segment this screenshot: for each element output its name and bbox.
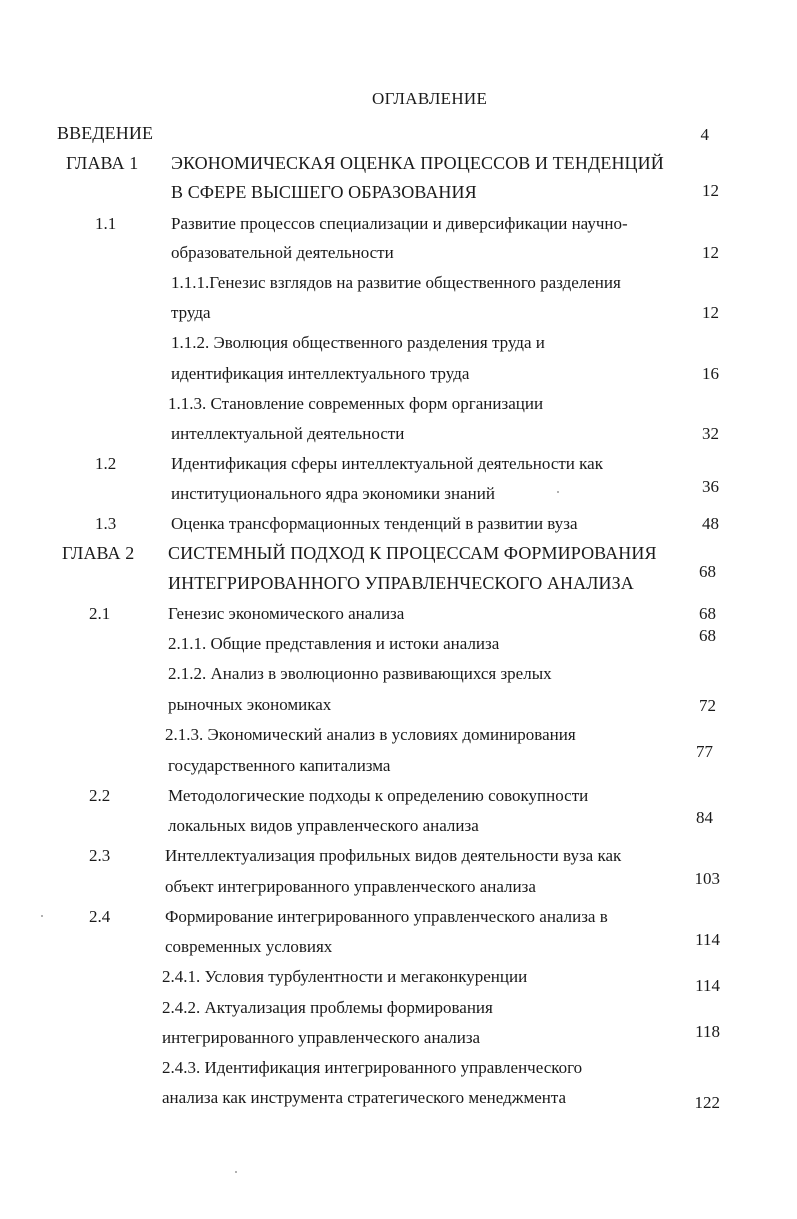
section-2-1-page: 68 [699,604,716,623]
subsection-1-1-1-title-line-1: 1.1.1.Генезис взглядов на развитие общественного разделения [171,273,621,292]
subsection-2-4-3-title-line-1: 2.4.3. Идентификация интегрированного управленческого [162,1058,583,1077]
subsection-2-1-1-page: 68 [699,626,716,645]
subsection-1-1-1-page: 12 [702,303,719,322]
subsection-2-4-2-page: 118 [695,1022,720,1041]
chapter-2-title-line-2: ИНТЕГРИРОВАННОГО УПРАВЛЕНЧЕСКОГО АНАЛИЗА [168,573,634,593]
section-2-4-title-line-2: современных условиях [165,937,333,956]
section-2-3-title-line-2: объект интегрированного управленческого анализа [165,877,536,896]
subsection-1-1-3-title-line-1: 1.1.3. Становление современных форм организации [168,394,544,413]
subsection-2-1-3-page: 77 [696,742,713,761]
intro-label: ВВЕДЕНИЕ [57,123,154,143]
intro-page: 4 [700,125,709,144]
chapter-1-label: ГЛАВА 1 [66,153,139,173]
section-2-1-number: 2.1 [89,604,111,623]
subsection-2-4-1-title-line-1: 2.4.1. Условия турбулентности и мегаконкуренции [162,967,528,986]
section-2-4-title-line-1: Формирование интегрированного управленческого анализа в [165,907,608,926]
section-2-2-number: 2.2 [89,786,111,805]
section-2-3-number: 2.3 [89,846,111,865]
subsection-2-1-3-title-line-2: государственного капитализма [168,756,391,775]
scan-speck [41,915,43,917]
subsection-2-4-3-page: 122 [694,1093,720,1112]
subsection-1-1-3-page: 32 [702,424,719,443]
subsection-2-4-3-title-line-2: анализа как инструмента стратегического менеджмента [162,1088,567,1107]
section-1-2-title-line-1: Идентификация сферы интеллектуальной деятельности как [171,454,603,473]
chapter-1-title-line-2: В СФЕРЕ ВЫСШЕГО ОБРАЗОВАНИЯ [171,182,477,202]
subsection-2-1-1-title-line-1: 2.1.1. Общие представления и истоки анализа [168,634,500,653]
section-2-1-title-line-1: Генезис экономического анализа [168,604,405,623]
section-1-2-title-line-2: институционального ядра экономики знаний [171,484,495,503]
section-1-3-title-line-1: Оценка трансформационных тенденций в развитии вуза [171,514,578,533]
subsection-1-1-2-title-line-2: идентификация интеллектуального труда [171,364,470,383]
section-1-1-number: 1.1 [95,214,117,233]
section-2-3-title-line-1: Интеллектуализация профильных видов деятельности вуза как [165,846,622,865]
subsection-2-1-3-title-line-1: 2.1.3. Экономический анализ в условиях доминирования [165,725,576,744]
section-1-2-page: 36 [702,477,719,496]
section-1-1-page: 12 [702,243,719,262]
section-2-4-number: 2.4 [89,907,111,926]
subsection-2-4-1-page: 114 [695,976,720,995]
section-1-2-number: 1.2 [95,454,117,473]
chapter-2-label: ГЛАВА 2 [62,543,135,563]
chapter-2-page: 68 [699,562,716,581]
chapter-2-title-line-1: СИСТЕМНЫЙ ПОДХОД К ПРОЦЕССАМ ФОРМИРОВАНИЯ [168,543,657,563]
subsection-2-4-2-title-line-1: 2.4.2. Актуализация проблемы формирования [162,998,493,1017]
section-1-3-page: 48 [702,514,719,533]
scan-speck [235,1171,237,1173]
subsection-1-1-1-title-line-2: труда [171,303,211,322]
section-2-2-page: 84 [696,808,713,827]
section-1-3-number: 1.3 [95,514,117,533]
subsection-2-1-2-title-line-2: рыночных экономиках [168,695,332,714]
page-title: ОГЛАВЛЕНИЕ [372,89,488,108]
subsection-1-1-2-title-line-1: 1.1.2. Эволюция общественного разделения труда и [171,333,545,352]
subsection-1-1-2-page: 16 [702,364,719,383]
chapter-1-title-line-1: ЭКОНОМИЧЕСКАЯ ОЦЕНКА ПРОЦЕССОВ И ТЕНДЕНЦИЙ [171,153,664,173]
section-1-1-title-line-1: Развитие процессов специализации и диверсификации научно- [171,214,628,233]
section-2-2-title-line-1: Методологические подходы к определению совокупности [168,786,589,805]
subsection-2-1-2-title-line-1: 2.1.2. Анализ в эволюционно развивающихся зрелых [168,664,552,683]
subsection-1-1-3-title-line-2: интеллектуальной деятельности [171,424,405,443]
section-2-3-page: 103 [694,869,720,888]
section-2-4-page: 114 [695,930,720,949]
subsection-2-4-2-title-line-2: интегрированного управленческого анализа [162,1028,481,1047]
section-2-2-title-line-2: локальных видов управленческого анализа [168,816,479,835]
subsection-2-1-2-page: 72 [699,696,716,715]
section-1-1-title-line-2: образовательной деятельности [171,243,394,262]
scan-speck [557,491,559,493]
chapter-1-page: 12 [702,181,719,200]
